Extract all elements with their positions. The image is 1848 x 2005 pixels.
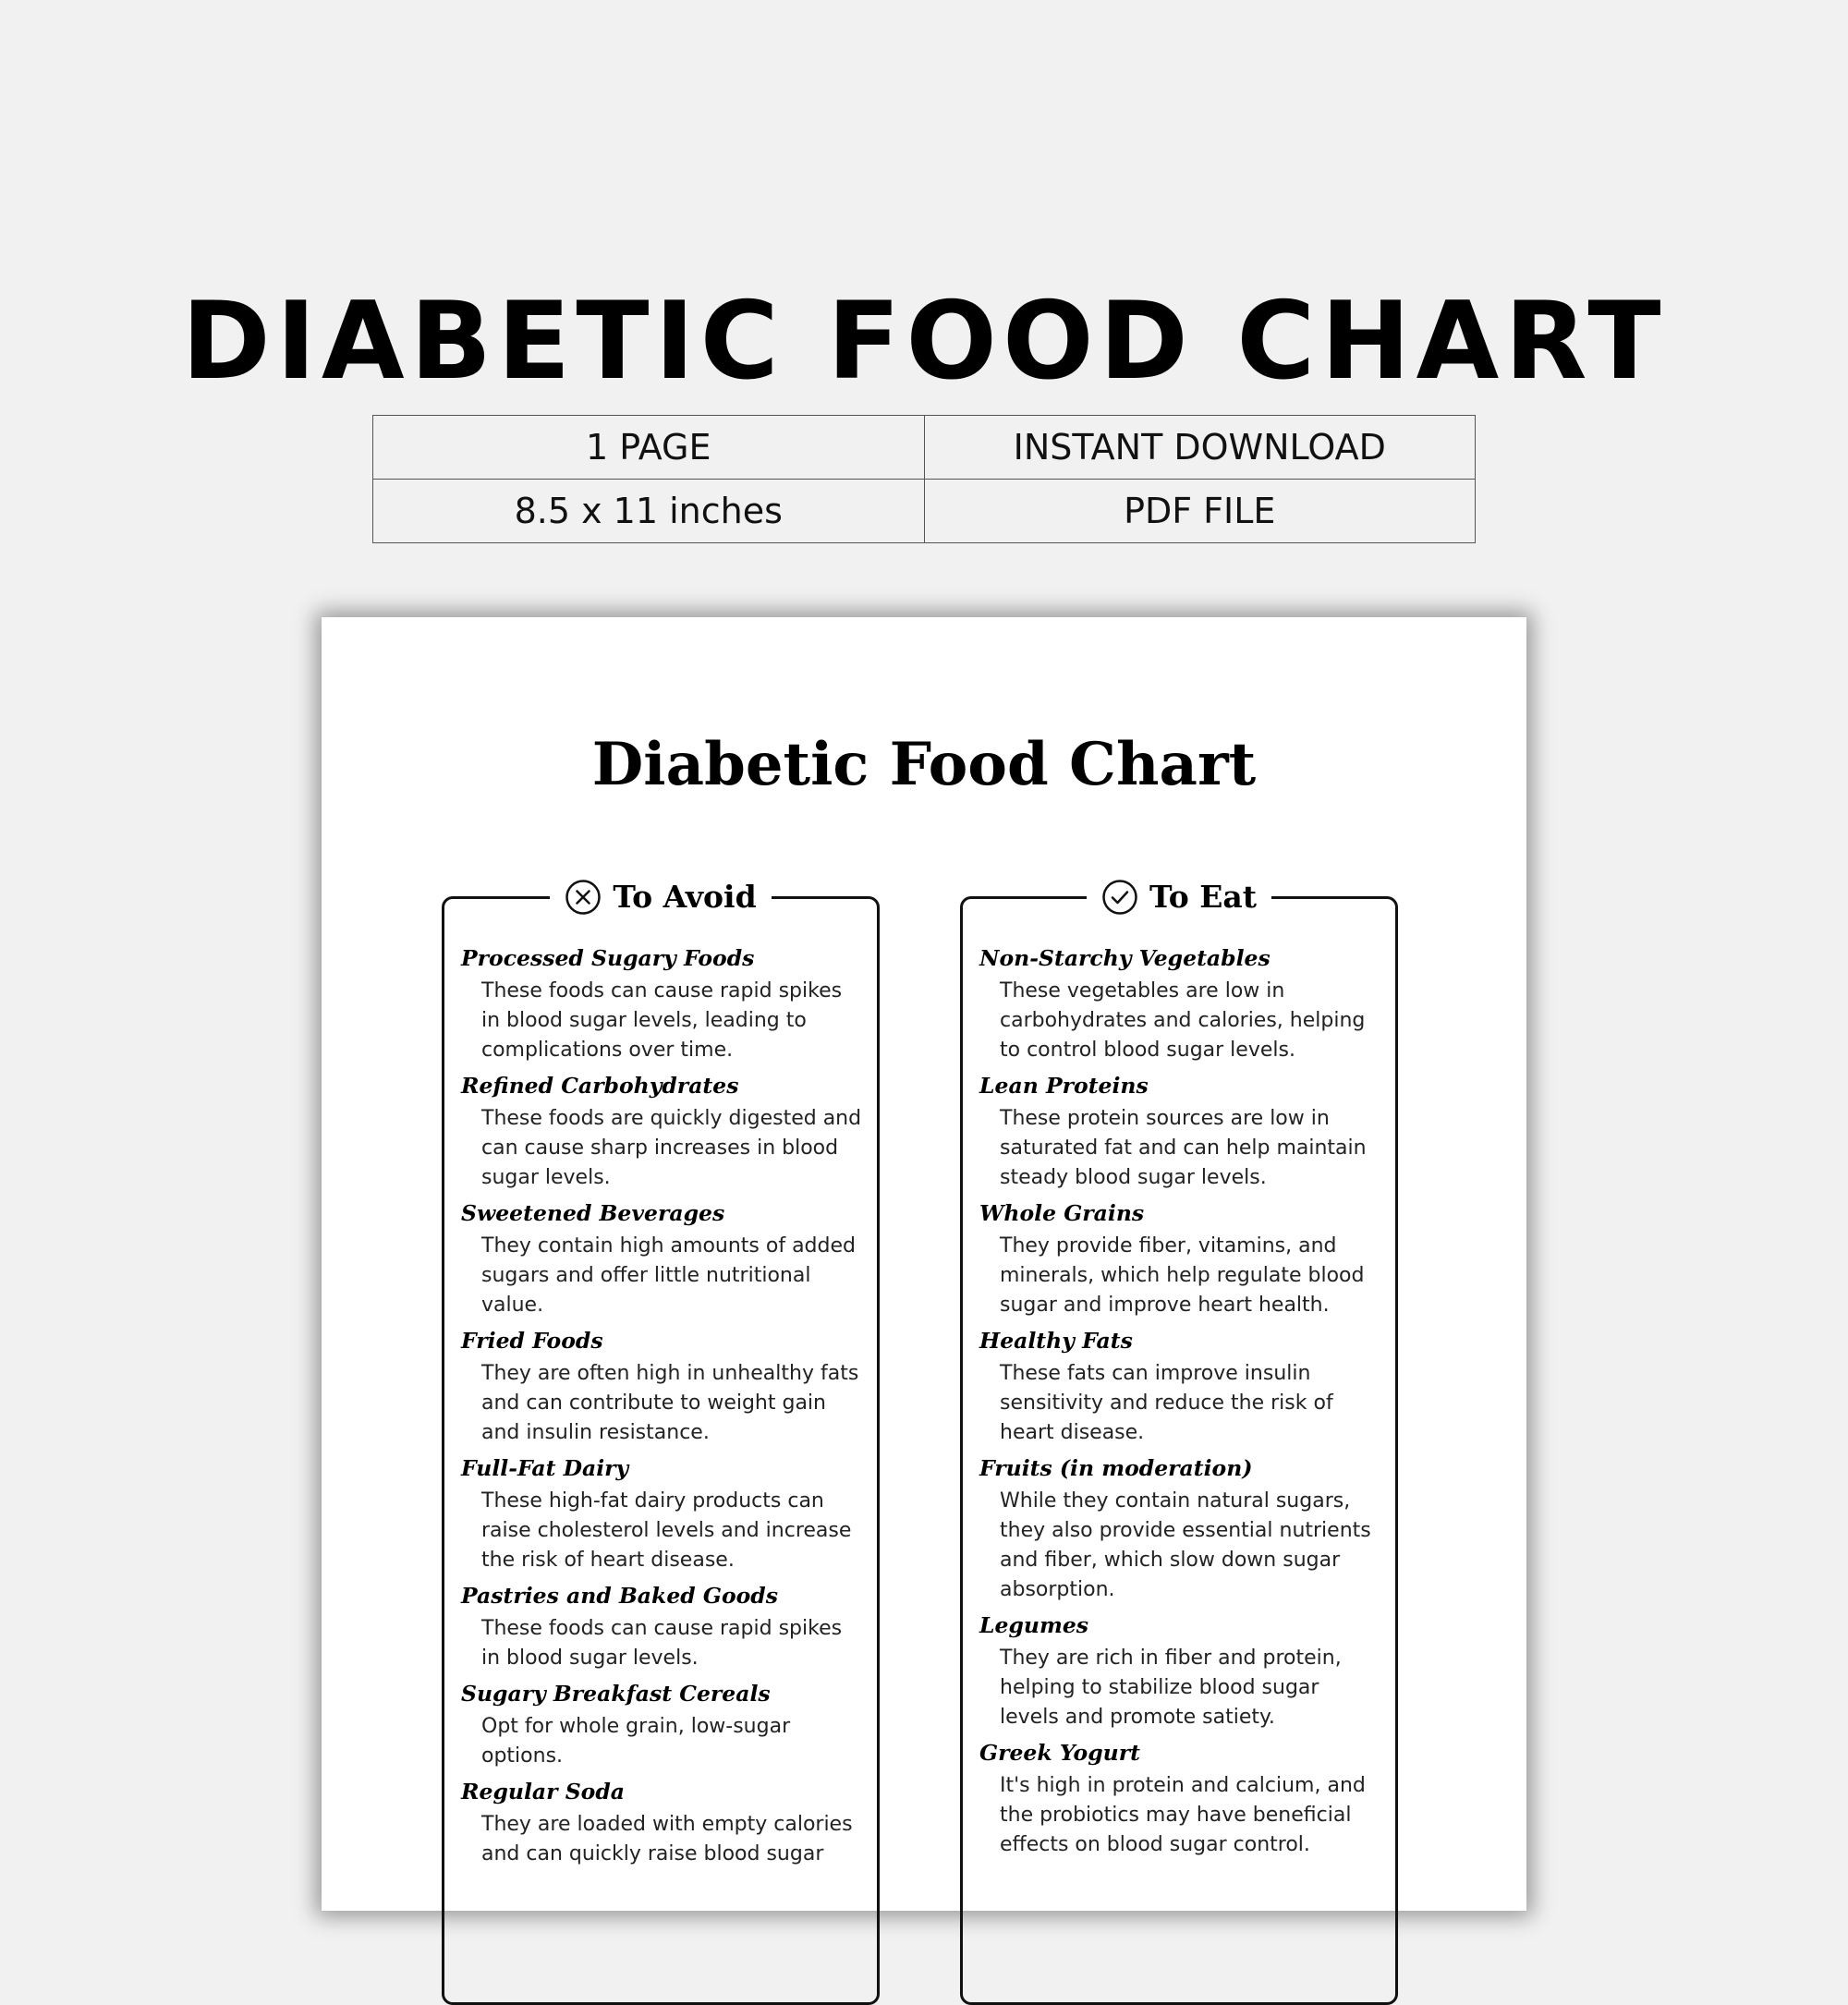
list-item — [979, 1453, 1382, 1605]
item-title: Lean Proteins — [979, 1073, 1149, 1099]
avoid-list — [461, 943, 864, 1875]
item-title: Non-Starchy Vegetables — [979, 945, 1270, 971]
eat-heading: To Eat — [1149, 879, 1258, 915]
spec-row — [373, 416, 1476, 480]
list-item — [461, 943, 864, 1065]
list-item — [461, 1777, 864, 1869]
item-description: Opt for whole grain, low-sugar options. — [481, 1715, 791, 1768]
item-description: They are rich in fiber and protein, helping to stabilize blood sugar levels and promote satiety. — [1000, 1647, 1342, 1729]
item-title: Pastries and Baked Goods — [461, 1583, 778, 1609]
avoid-panel-header — [444, 875, 877, 919]
check-circle-icon — [1101, 879, 1138, 916]
item-description: They contain high amounts of added sugars and offer little nutritional value. — [481, 1234, 856, 1317]
item-description: They provide fiber, vitamins, and minerals, which help regulate blood sugar and improve heart health. — [1000, 1234, 1365, 1317]
item-description: These protein sources are low in saturated fat and can help maintain steady blood sugar levels. — [1000, 1107, 1367, 1189]
spec-format: PDF FILE — [924, 480, 1476, 543]
item-description: While they contain natural sugars, they also provide essential nutrients and fiber, which slow down sugar absorption. — [1000, 1489, 1371, 1601]
spec-delivery: INSTANT DOWNLOAD — [924, 416, 1476, 480]
item-title: Fried Foods — [461, 1328, 603, 1354]
list-item — [979, 1198, 1382, 1320]
avoid-panel — [442, 879, 880, 2005]
list-item — [979, 1610, 1382, 1732]
list-item — [461, 1326, 864, 1448]
item-description: These fats can improve insulin sensitivity and reduce the risk of heart disease. — [1000, 1362, 1333, 1444]
list-item — [979, 943, 1382, 1065]
item-title: Whole Grains — [979, 1200, 1145, 1226]
document-sheet — [322, 617, 1526, 1911]
avoid-heading: To Avoid — [613, 879, 757, 915]
spec-page-count: 1 PAGE — [373, 416, 925, 480]
item-title: Fruits (in moderation) — [979, 1455, 1253, 1481]
list-item — [461, 1581, 864, 1673]
item-title: Regular Soda — [461, 1779, 626, 1804]
eat-panel — [960, 879, 1398, 2005]
spec-table — [372, 415, 1476, 543]
x-circle-icon — [565, 879, 602, 916]
list-item — [979, 1326, 1382, 1448]
item-description: They are often high in unhealthy fats and can contribute to weight gain and insulin resistance. — [481, 1362, 859, 1444]
item-title: Sugary Breakfast Cereals — [461, 1681, 771, 1707]
banner-title: DIABETIC FOOD CHART — [181, 279, 1667, 404]
eat-list — [979, 943, 1382, 1865]
item-title: Legumes — [979, 1612, 1089, 1638]
list-item — [979, 1071, 1382, 1193]
eat-panel-header — [963, 875, 1395, 919]
list-item — [461, 1071, 864, 1193]
spec-size: 8.5 x 11 inches — [373, 480, 925, 543]
item-description: These foods can cause rapid spikes in blood sugar levels. — [481, 1617, 843, 1670]
item-title: Sweetened Beverages — [461, 1200, 725, 1226]
item-description: These foods can cause rapid spikes in blood sugar levels, leading to complications over time. — [481, 979, 843, 1062]
list-item — [461, 1679, 864, 1771]
item-description: These foods are quickly digested and can cause sharp increases in blood sugar levels. — [481, 1107, 862, 1189]
item-title: Processed Sugary Foods — [461, 945, 755, 971]
item-title: Healthy Fats — [979, 1328, 1133, 1354]
list-item — [979, 1738, 1382, 1860]
list-item — [461, 1198, 864, 1320]
item-title: Refined Carbohydrates — [461, 1073, 739, 1099]
list-item — [461, 1453, 864, 1575]
item-description: These vegetables are low in carbohydrates and calories, helping to control blood sugar levels. — [1000, 979, 1366, 1062]
item-description: They are loaded with empty calories and can quickly raise blood sugar — [481, 1813, 853, 1865]
spec-row — [373, 480, 1476, 543]
sheet-title: Diabetic Food Chart — [591, 730, 1257, 799]
item-description: These high-fat dairy products can raise cholesterol levels and increase the risk of heart disease. — [481, 1489, 852, 1572]
item-title: Full-Fat Dairy — [461, 1455, 629, 1481]
item-title: Greek Yogurt — [979, 1740, 1140, 1766]
item-description: It's high in protein and calcium, and the probiotics may have beneficial effects on blood sugar control. — [1000, 1774, 1366, 1856]
